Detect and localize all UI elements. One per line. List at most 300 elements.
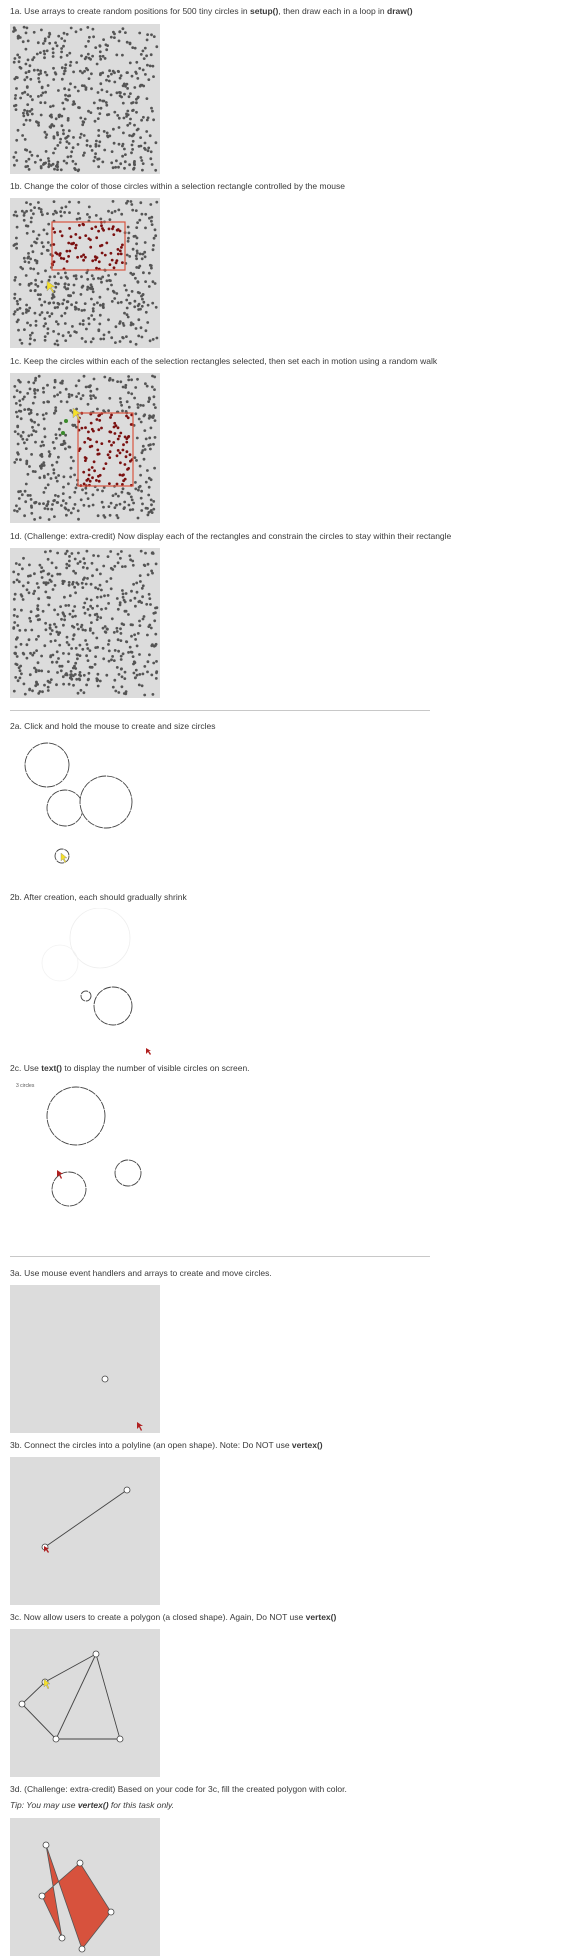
dot bbox=[130, 102, 133, 105]
dot bbox=[79, 560, 82, 563]
dot bbox=[14, 57, 17, 60]
dot bbox=[152, 75, 155, 78]
dot bbox=[15, 159, 18, 162]
dot bbox=[89, 58, 92, 61]
dot bbox=[147, 147, 150, 150]
dot bbox=[52, 152, 55, 155]
dot bbox=[26, 85, 29, 88]
dot bbox=[37, 635, 40, 638]
dot bbox=[60, 56, 63, 59]
dot bbox=[141, 169, 144, 172]
dot bbox=[94, 663, 97, 666]
dot bbox=[34, 684, 37, 687]
dot bbox=[36, 53, 39, 56]
dot bbox=[66, 54, 69, 57]
polygon-vertex[interactable] bbox=[93, 1651, 99, 1657]
dot bbox=[134, 661, 137, 664]
polygon-vertex[interactable] bbox=[77, 1860, 83, 1866]
dot bbox=[19, 677, 22, 680]
dot bbox=[85, 598, 88, 601]
dot bbox=[146, 97, 149, 100]
dot bbox=[136, 674, 139, 677]
sketch-1a-canvas[interactable] bbox=[10, 24, 160, 174]
dot bbox=[36, 69, 39, 72]
dot bbox=[77, 106, 80, 109]
dot bbox=[132, 168, 135, 171]
filled-polygon bbox=[42, 1845, 111, 1949]
dot bbox=[129, 62, 132, 65]
dot bbox=[118, 126, 121, 129]
dot bbox=[16, 615, 19, 618]
drawn-circle bbox=[47, 790, 83, 826]
polygon-vertex[interactable] bbox=[108, 1909, 114, 1915]
dot bbox=[44, 131, 47, 134]
dot bbox=[51, 629, 54, 632]
dot bbox=[57, 89, 60, 92]
dot bbox=[103, 100, 106, 103]
fading-circle bbox=[42, 945, 78, 981]
dot bbox=[97, 555, 100, 558]
dot bbox=[79, 671, 82, 674]
dot bbox=[46, 74, 49, 77]
dot bbox=[23, 78, 26, 81]
dot bbox=[105, 101, 108, 104]
dot bbox=[52, 51, 55, 54]
dot bbox=[74, 615, 77, 618]
dot bbox=[54, 639, 57, 642]
closed-polygon bbox=[22, 1654, 120, 1739]
dot bbox=[120, 639, 123, 642]
task-3b-caption bbox=[10, 1440, 323, 1451]
dot bbox=[138, 684, 141, 687]
dot bbox=[107, 555, 110, 558]
dot bbox=[131, 148, 134, 151]
dot bbox=[87, 40, 90, 43]
dot bbox=[149, 134, 152, 137]
dot bbox=[18, 60, 21, 63]
dot bbox=[131, 75, 134, 78]
dot bbox=[64, 98, 67, 101]
dot bbox=[122, 132, 125, 135]
sketch-3b-canvas[interactable] bbox=[10, 1457, 160, 1605]
dot bbox=[40, 655, 43, 658]
dot bbox=[78, 678, 81, 681]
dot bbox=[13, 608, 16, 611]
dot bbox=[91, 149, 94, 152]
dot bbox=[24, 629, 27, 632]
dot bbox=[79, 70, 82, 73]
dot bbox=[72, 638, 75, 641]
dot bbox=[135, 72, 138, 75]
dot bbox=[144, 142, 147, 145]
sketch-3c-canvas[interactable] bbox=[10, 1629, 160, 1777]
dot bbox=[45, 583, 48, 586]
dot bbox=[54, 147, 57, 150]
dot bbox=[85, 583, 88, 586]
polygon-vertex[interactable] bbox=[43, 1842, 49, 1848]
dot bbox=[56, 552, 59, 555]
dot bbox=[122, 27, 125, 30]
dot bbox=[96, 679, 99, 682]
dot bbox=[134, 677, 137, 680]
dot bbox=[22, 557, 25, 560]
dot bbox=[13, 61, 16, 64]
dot bbox=[52, 55, 55, 58]
dot bbox=[56, 163, 59, 166]
sketch-3d-canvas[interactable] bbox=[10, 1818, 160, 1956]
dot bbox=[63, 87, 66, 90]
dot bbox=[41, 87, 44, 90]
dot bbox=[82, 628, 85, 631]
dot bbox=[57, 613, 60, 616]
dot bbox=[52, 67, 55, 70]
dot bbox=[62, 675, 65, 678]
dot bbox=[65, 563, 68, 566]
dot bbox=[150, 674, 153, 677]
dot bbox=[129, 92, 132, 95]
dot bbox=[104, 57, 107, 60]
mouse-cursor-icon bbox=[73, 408, 81, 420]
selected-dot-green bbox=[64, 419, 68, 423]
dot bbox=[79, 674, 82, 677]
dot bbox=[73, 605, 76, 608]
dot bbox=[105, 79, 108, 82]
dot bbox=[81, 648, 84, 651]
dot bbox=[42, 570, 45, 573]
dot bbox=[80, 28, 83, 31]
dot bbox=[68, 88, 71, 91]
dot bbox=[18, 629, 21, 632]
polygon-vertex[interactable] bbox=[53, 1736, 59, 1742]
dot bbox=[86, 139, 89, 142]
task-3b-text: 3b. Connect the circles into a polyline (an open shape). Note: Do NOT use bbox=[10, 1440, 292, 1450]
task-2c-text: 2c. Use bbox=[10, 1063, 42, 1073]
sketch-2c-canvas[interactable] bbox=[10, 1080, 160, 1230]
dot bbox=[79, 117, 82, 120]
dot bbox=[129, 42, 132, 45]
dot bbox=[27, 59, 30, 62]
polygon-vertex[interactable] bbox=[19, 1701, 25, 1707]
dot bbox=[47, 573, 50, 576]
dot bbox=[151, 572, 154, 575]
dot bbox=[44, 71, 47, 74]
dot bbox=[74, 86, 77, 89]
dot bbox=[131, 109, 134, 112]
dot bbox=[99, 50, 102, 53]
dot bbox=[80, 689, 83, 692]
dot bbox=[67, 135, 70, 138]
dot bbox=[13, 581, 16, 584]
dot bbox=[110, 577, 113, 580]
dot bbox=[96, 618, 99, 621]
dot bbox=[47, 670, 50, 673]
drawn-circle bbox=[94, 987, 132, 1025]
dot bbox=[55, 73, 58, 76]
dot bbox=[47, 157, 50, 160]
dot bbox=[117, 608, 120, 611]
dot bbox=[85, 67, 88, 70]
dot bbox=[150, 33, 153, 36]
dot bbox=[92, 632, 95, 635]
dot bbox=[154, 169, 157, 172]
polyline-vertex[interactable] bbox=[124, 1487, 130, 1493]
dot bbox=[118, 117, 121, 120]
dot bbox=[56, 144, 59, 147]
dot bbox=[114, 166, 117, 169]
dot bbox=[142, 116, 145, 119]
sketch-1c-canvas[interactable] bbox=[10, 373, 160, 523]
dot bbox=[126, 87, 129, 90]
dot bbox=[120, 655, 123, 658]
dot bbox=[45, 136, 48, 139]
polygon-vertex[interactable] bbox=[79, 1946, 85, 1952]
dot bbox=[48, 163, 51, 166]
dot bbox=[102, 657, 105, 660]
dot bbox=[56, 134, 59, 137]
dot bbox=[37, 95, 40, 98]
dot bbox=[152, 118, 155, 121]
dot bbox=[101, 161, 104, 164]
dot bbox=[73, 586, 76, 589]
dot bbox=[35, 669, 38, 672]
dot bbox=[61, 78, 64, 81]
dot bbox=[23, 109, 26, 112]
dot bbox=[72, 71, 75, 74]
dot bbox=[90, 72, 93, 75]
dot bbox=[37, 77, 40, 80]
dot bbox=[149, 603, 152, 606]
drawn-circle bbox=[80, 776, 132, 828]
dot bbox=[64, 137, 67, 140]
dot bbox=[148, 597, 151, 600]
dot bbox=[97, 685, 100, 688]
sketch-3a-canvas[interactable] bbox=[10, 1285, 160, 1433]
dot bbox=[143, 564, 146, 567]
dot bbox=[118, 91, 121, 94]
task-1d-caption: 1d. (Challenge: extra-credit) Now display each of the rectangles and constrain the circles to stay within their rectangle bbox=[10, 531, 452, 541]
dot bbox=[21, 567, 24, 570]
dot bbox=[47, 604, 50, 607]
dot bbox=[77, 169, 80, 172]
dot bbox=[33, 590, 36, 593]
dot bbox=[38, 80, 41, 83]
dot bbox=[43, 56, 46, 59]
dot bbox=[80, 54, 83, 57]
dot bbox=[19, 97, 22, 100]
dot bbox=[66, 550, 69, 553]
dot bbox=[36, 604, 39, 607]
dot bbox=[49, 550, 52, 553]
code-vertex: vertex() bbox=[305, 1612, 337, 1622]
dot bbox=[131, 624, 134, 627]
dot bbox=[50, 678, 53, 681]
dot bbox=[86, 647, 89, 650]
dot bbox=[99, 45, 102, 48]
task-2a-caption: 2a. Click and hold the mouse to create and size circles bbox=[10, 721, 216, 731]
dot bbox=[139, 136, 142, 139]
dot bbox=[39, 159, 42, 162]
dot bbox=[134, 47, 137, 50]
sketch-1d-canvas[interactable] bbox=[10, 548, 160, 698]
dot bbox=[152, 65, 155, 68]
dot bbox=[109, 550, 112, 553]
dot bbox=[64, 67, 67, 70]
dot bbox=[76, 657, 79, 660]
dot bbox=[40, 566, 43, 569]
dot bbox=[130, 590, 133, 593]
dot bbox=[96, 605, 99, 608]
dot bbox=[79, 136, 82, 139]
dot bbox=[82, 578, 85, 581]
dot bbox=[146, 39, 149, 42]
dot bbox=[69, 594, 72, 597]
dot bbox=[71, 552, 74, 555]
dot bbox=[20, 643, 23, 646]
dot bbox=[74, 591, 77, 594]
dot bbox=[107, 594, 110, 597]
drawn-circle bbox=[25, 743, 69, 787]
dot bbox=[29, 78, 32, 81]
dot bbox=[99, 58, 102, 61]
fading-circle bbox=[70, 908, 130, 968]
dot bbox=[81, 72, 84, 75]
dot bbox=[68, 142, 71, 145]
dot bbox=[45, 133, 48, 136]
dot bbox=[145, 130, 148, 133]
dot bbox=[60, 168, 63, 171]
dot bbox=[72, 100, 75, 103]
dot bbox=[105, 674, 108, 677]
task-3c-caption bbox=[10, 1612, 336, 1623]
dot bbox=[47, 165, 50, 168]
dot bbox=[28, 158, 31, 161]
dot bbox=[106, 132, 109, 135]
dot bbox=[75, 647, 78, 650]
dot bbox=[22, 40, 25, 43]
dot bbox=[47, 686, 50, 689]
dot bbox=[77, 552, 80, 555]
dot bbox=[37, 618, 40, 621]
dot bbox=[84, 45, 87, 48]
dot bbox=[129, 558, 132, 561]
dot bbox=[147, 149, 150, 152]
dot bbox=[112, 70, 115, 73]
dot bbox=[59, 138, 62, 141]
dot bbox=[142, 162, 145, 165]
dot bbox=[50, 640, 53, 643]
dot bbox=[77, 90, 80, 93]
dot bbox=[132, 655, 135, 658]
dot bbox=[100, 608, 103, 611]
dot bbox=[148, 593, 151, 596]
dot bbox=[75, 581, 78, 584]
dot bbox=[106, 628, 109, 631]
dot bbox=[26, 93, 29, 96]
dot bbox=[30, 629, 33, 632]
dot bbox=[44, 551, 47, 554]
dot bbox=[64, 94, 67, 97]
dot bbox=[22, 585, 25, 588]
selection-rectangle bbox=[78, 413, 133, 486]
movable-circle[interactable] bbox=[102, 1376, 108, 1382]
dot bbox=[15, 87, 18, 90]
dot bbox=[104, 625, 107, 628]
dot bbox=[37, 124, 40, 127]
dot bbox=[140, 53, 143, 56]
polygon-vertex[interactable] bbox=[59, 1935, 65, 1941]
dot bbox=[64, 63, 67, 66]
dot bbox=[17, 573, 20, 576]
dot bbox=[47, 35, 50, 38]
dot bbox=[56, 661, 59, 664]
dot bbox=[97, 117, 100, 120]
dot bbox=[72, 160, 75, 163]
dot bbox=[43, 644, 46, 647]
dot bbox=[37, 661, 40, 664]
dot bbox=[82, 120, 85, 123]
dot bbox=[143, 694, 146, 697]
dot bbox=[119, 557, 122, 560]
dot bbox=[144, 47, 147, 50]
dot bbox=[125, 640, 128, 643]
polygon-vertex[interactable] bbox=[39, 1893, 45, 1899]
dot bbox=[75, 61, 78, 64]
task-2c-caption bbox=[10, 1063, 250, 1074]
dot bbox=[119, 601, 122, 604]
dot bbox=[62, 582, 65, 585]
dot bbox=[124, 601, 127, 604]
dot bbox=[14, 652, 17, 655]
task-2b-caption: 2b. After creation, each should gradually shrink bbox=[10, 892, 187, 902]
dot bbox=[43, 684, 46, 687]
dot bbox=[96, 596, 99, 599]
dot bbox=[86, 26, 89, 29]
dot bbox=[111, 617, 114, 620]
dot bbox=[23, 123, 26, 126]
dot bbox=[16, 54, 19, 57]
sketch-2a-canvas[interactable] bbox=[10, 736, 160, 886]
dot bbox=[107, 136, 110, 139]
dot bbox=[58, 115, 61, 118]
dot bbox=[21, 595, 24, 598]
polygon-vertex[interactable] bbox=[117, 1736, 123, 1742]
dot bbox=[130, 635, 133, 638]
dot bbox=[116, 666, 119, 669]
sketch-2b-canvas[interactable] bbox=[10, 908, 160, 1058]
dot bbox=[137, 600, 140, 603]
dot bbox=[117, 638, 120, 641]
sketch-1b-canvas[interactable] bbox=[10, 198, 160, 348]
dot bbox=[102, 55, 105, 58]
dot bbox=[94, 613, 97, 616]
dot bbox=[70, 647, 73, 650]
dot bbox=[33, 572, 36, 575]
dot bbox=[154, 644, 157, 647]
dot bbox=[14, 97, 17, 100]
dot bbox=[121, 565, 124, 568]
dot bbox=[114, 649, 117, 652]
dot bbox=[68, 643, 71, 646]
dot bbox=[134, 605, 137, 608]
dot bbox=[133, 86, 136, 89]
dot bbox=[123, 167, 126, 170]
dot bbox=[135, 582, 138, 585]
dot bbox=[85, 56, 88, 59]
dot bbox=[24, 138, 27, 141]
dot bbox=[123, 83, 126, 86]
dot bbox=[29, 119, 32, 122]
dot bbox=[105, 607, 108, 610]
